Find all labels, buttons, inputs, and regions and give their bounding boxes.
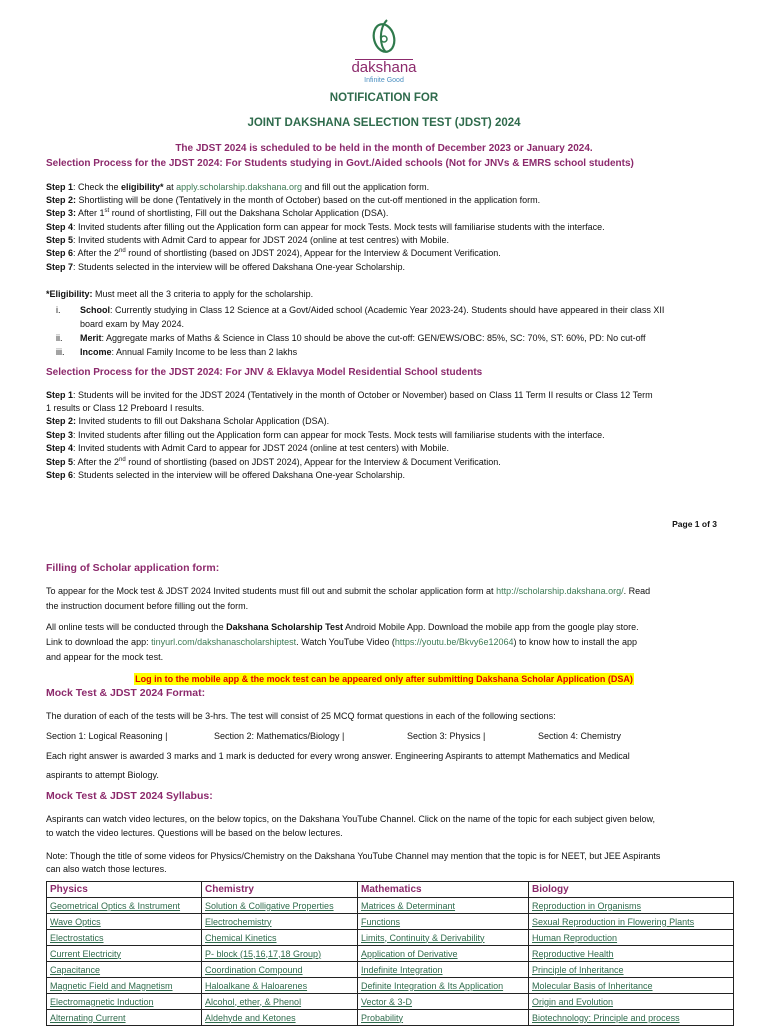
table-cell: [529, 962, 734, 978]
topic-link[interactable]: Electrostatics: [50, 932, 104, 943]
syllabus-para-2: to watch the video lectures. Questions will be based on the below lectures.: [46, 828, 343, 838]
header-physics: Physics: [47, 882, 202, 898]
schedule-text: The JDST 2024 is scheduled to be held in the month of December 2023 or January 2024.: [175, 143, 593, 154]
page-number: Page 1 of 3: [672, 519, 717, 529]
table-cell: [47, 1010, 202, 1026]
section-1-label: Section 1: Logical Reasoning |: [46, 731, 168, 741]
table-row: [47, 946, 734, 962]
topic-link[interactable]: Vector & 3-D: [361, 996, 413, 1007]
sec2-step-6: Step 6: Students selected in the interview will be offered Dakshana One-year Scholarship.: [46, 470, 406, 480]
table-cell: [529, 978, 734, 994]
section-3-label: Section 3: Physics |: [407, 731, 486, 741]
table-cell: [47, 898, 202, 914]
topic-link[interactable]: Probability: [361, 1012, 404, 1023]
section-4-label: Section 4: Chemistry: [538, 731, 622, 741]
table-row: [47, 930, 734, 946]
topic-link[interactable]: Haloalkane & Haloarenes: [205, 980, 308, 991]
table-cell: [358, 994, 529, 1010]
table-cell: [358, 978, 529, 994]
table-cell: [202, 914, 358, 930]
topic-link[interactable]: Capacitance: [50, 964, 101, 975]
table-cell: [202, 978, 358, 994]
format-para-2: Each right answer is awarded 3 marks and 1 mark is deducted for every wrong answer. Engineering Aspirants to attempt Mathematics and Medical: [46, 751, 630, 761]
syllabus-para-1: Aspirants can watch video lectures, on the below topics, on the Dakshana YouTube Channel. Click on the name of the topic for each subject given below,: [46, 814, 656, 824]
topic-link[interactable]: Matrices & Determinant: [361, 900, 456, 911]
scholarship-link[interactable]: http://scholarship.dakshana.org/: [496, 586, 624, 596]
table-cell: [529, 898, 734, 914]
sec1-step-1: Step 1: Check the eligibility* at apply.scholarship.dakshana.org and fill out the application form.: [46, 182, 430, 192]
eligibility-link[interactable]: apply.scholarship.dakshana.org: [176, 182, 302, 192]
format-heading: Mock Test & JDST 2024 Format:: [46, 687, 206, 699]
topic-link[interactable]: Chemical Kinetics: [205, 932, 277, 943]
logo-tagline: Infinite Good: [364, 77, 404, 84]
topic-link[interactable]: Solution & Colligative Properties: [205, 900, 334, 911]
sec1-step-2: Step 2: Shortlisting will be done (Tentatively in the month of October) based on the cut-off mentioned in the application form.: [46, 195, 541, 205]
leaf-logo-icon: [369, 16, 399, 56]
eligibility-school-cont: board exam by May 2024.: [80, 319, 185, 329]
format-para-1: The duration of each of the tests will be 3-hrs. The test will consist of 25 MCQ format questions in each of the following sections:: [46, 711, 556, 721]
header-mathematics: Mathematics: [358, 882, 529, 898]
table-row: [47, 898, 734, 914]
sec2-step-1-cont: 1 results or Class 12 Preboard I results.: [46, 403, 205, 413]
table-cell: [529, 1010, 734, 1026]
table-cell: [202, 994, 358, 1010]
table-row: [47, 962, 734, 978]
app-download-link[interactable]: tinyurl.com/dakshanascholarshiptest: [151, 637, 297, 647]
table-cell: [47, 946, 202, 962]
title-jdst: JOINT DAKSHANA SELECTION TEST (JDST) 2024: [247, 117, 521, 129]
title-notification: NOTIFICATION FOR: [329, 92, 439, 104]
table-row: [47, 978, 734, 994]
table-cell: [202, 962, 358, 978]
filling-heading: Filling of Scholar application form:: [46, 562, 220, 574]
topic-link[interactable]: Reproduction in Organisms: [532, 900, 642, 911]
table-row: [47, 994, 734, 1010]
topic-link[interactable]: Geometrical Optics & Instrument: [50, 900, 181, 911]
syllabus-note: Note: Though the title of some videos for Physics/Chemistry on the Dakshana YouTube Channel may mention that the topic is for NEET, but JEE Aspirants: [46, 851, 661, 861]
header-chemistry: Chemistry: [202, 882, 358, 898]
syllabus-heading: Mock Test & JDST 2024 Syllabus:: [46, 790, 213, 802]
topic-link[interactable]: Reproductive Health: [532, 948, 614, 959]
topic-link[interactable]: Sexual Reproduction in Flowering Plants: [532, 916, 695, 927]
table-cell: [202, 946, 358, 962]
table-cell: [358, 898, 529, 914]
filling-para-1-cont: the instruction document before filling out the form.: [46, 601, 249, 611]
table-cell: [47, 978, 202, 994]
table-row: [47, 1010, 734, 1026]
sec1-step-6: Step 6: After the 2nd round of shortlisting (based on JDST 2024), Appear for the Interview & Document Verification.: [46, 248, 501, 258]
sec2-step-3: Step 3: Invited students after filling out the Application form can appear for mock Tests. Mock tests will familiarise students with the interface.: [46, 430, 605, 440]
topic-link[interactable]: Application of Derivative: [361, 948, 458, 959]
format-para-3: aspirants to attempt Biology.: [46, 770, 159, 780]
table-row: [47, 914, 734, 930]
table-cell: [47, 994, 202, 1010]
table-cell: [529, 994, 734, 1010]
table-cell: [202, 930, 358, 946]
topic-link[interactable]: Molecular Basis of Inheritance: [532, 980, 653, 991]
topic-link[interactable]: Aldehyde and Ketones: [205, 1012, 296, 1023]
topic-link[interactable]: Indefinite Integration: [361, 964, 443, 975]
filling-para-2-links: Link to download the app: tinyurl.com/dakshanascholarshiptest. Watch YouTube Video (https://youtu.be/Bkvy6e12064) to know how to install the app: [46, 637, 638, 647]
sec1-step-3: Step 3: After 1st round of shortlisting, Fill out the Dakshana Scholar Application (DSA).: [46, 208, 389, 218]
topic-link[interactable]: Wave Optics: [50, 916, 101, 927]
filling-para-2: All online tests will be conducted through the Dakshana Scholarship Test Android Mobile App. Download the mobile app from the google play store.: [46, 622, 639, 632]
sec2-step-5: Step 5: After the 2nd round of shortlisting (based on JDST 2024), Appear for the Interview & Document Verification.: [46, 457, 501, 467]
topic-link[interactable]: Functions: [361, 916, 401, 927]
eligibility-income: iii. Income: Annual Family Income to be less than 2 lakhs: [56, 347, 298, 357]
header-biology: Biology: [529, 882, 734, 898]
sec2-step-4: Step 4: Invited students with Admit Card to appear for JDST 2024 (online at test centers) with Mobile.: [46, 443, 450, 453]
topic-link[interactable]: Definite Integration & Its Application: [361, 980, 504, 991]
sec2-step-1: Step 1: Students will be invited for the JDST 2024 (Tentatively in the month of October or November) based on Class 11 Term II results or Class 12 Term: [46, 390, 653, 400]
table-cell: [529, 946, 734, 962]
dsa-notice: Log in to the mobile app & the mock test can be appeared only after submitting Dakshana Scholar Application (DSA): [135, 674, 633, 684]
table-header-row: [47, 882, 734, 898]
section1-heading: Selection Process for the JDST 2024: For Students studying in Govt./Aided schools (Not for JNVs & EMRS school students): [46, 158, 634, 169]
eligibility-intro: *Eligibility: Must meet all the 3 criteria to apply for the scholarship.: [46, 289, 314, 299]
table-cell: [202, 898, 358, 914]
table-cell: [47, 930, 202, 946]
topic-link[interactable]: Origin and Evolution: [532, 996, 614, 1007]
topic-link[interactable]: Alcohol, ether, & Phenol: [205, 996, 302, 1007]
sec1-step-5: Step 5: Invited students with Admit Card to appear for JDST 2024 (online at test centres) with Mobile.: [46, 235, 450, 245]
syllabus-table: [46, 881, 734, 1026]
table-cell: [358, 946, 529, 962]
logo-brand: dakshana: [351, 59, 417, 76]
table-cell: [358, 930, 529, 946]
topic-link[interactable]: Electrochemistry: [205, 916, 272, 927]
topic-link[interactable]: P- block (15,16,17,18 Group): [205, 948, 322, 959]
table-cell: [529, 914, 734, 930]
filling-para-1: To appear for the Mock test & JDST 2024 Invited students must fill out and submit the scholar application form at http://scholarship.dakshana.org/. Read: [46, 586, 651, 596]
topic-link[interactable]: Electromagnetic Induction: [50, 996, 154, 1007]
topic-link[interactable]: Principle of Inheritance: [532, 964, 624, 975]
topic-link[interactable]: Coordination Compound: [205, 964, 303, 975]
topic-link[interactable]: Human Reproduction: [532, 932, 618, 943]
topic-link[interactable]: Magnetic Field and Magnetism: [50, 980, 173, 991]
table-cell: [358, 962, 529, 978]
topic-link[interactable]: Current Electricity: [50, 948, 122, 959]
dakshana-logo: [334, 16, 434, 84]
youtube-video-link[interactable]: https://youtu.be/Bkvy6e12064: [394, 637, 514, 647]
section2-heading: Selection Process for the JDST 2024: For JNV & Eklavya Model Residential School students: [46, 367, 483, 378]
topic-link[interactable]: Limits, Continuity & Derivability: [361, 932, 485, 943]
eligibility-school: i. School: Currently studying in Class 12 Science at a Govt/Aided school (Academic Year 2023-24). Students should have appeared in their class XII: [56, 305, 665, 315]
table-cell: [202, 1010, 358, 1026]
sec1-step-7: Step 7: Students selected in the interview will be offered Dakshana One-year Scholarship.: [46, 262, 406, 272]
sec1-step-4: Step 4: Invited students after filling out the Application form can appear for mock Tests. Mock tests will familiarise students with the interface.: [46, 222, 605, 232]
table-cell: [358, 914, 529, 930]
table-cell: [47, 962, 202, 978]
table-cell: [47, 914, 202, 930]
topic-link[interactable]: Biotechnology: Principle and process: [532, 1012, 680, 1023]
sec2-step-2: Step 2: Invited students to fill out Dakshana Scholar Application (DSA).: [46, 416, 330, 426]
filling-para-2-cont: and appear for the mock test.: [46, 652, 164, 662]
syllabus-note-cont: can also watch those lectures.: [46, 864, 167, 874]
table-cell: [358, 1010, 529, 1026]
eligibility-merit: ii. Merit: Aggregate marks of Maths & Science in Class 10 should be above the cut-off: GEN/EWS/OBC: 85%, SC: 70%, ST: 60%, PD: No cut-off: [56, 333, 646, 343]
topic-link[interactable]: Alternating Current: [50, 1012, 126, 1023]
table-cell: [529, 930, 734, 946]
section-2-label: Section 2: Mathematics/Biology |: [214, 731, 345, 741]
